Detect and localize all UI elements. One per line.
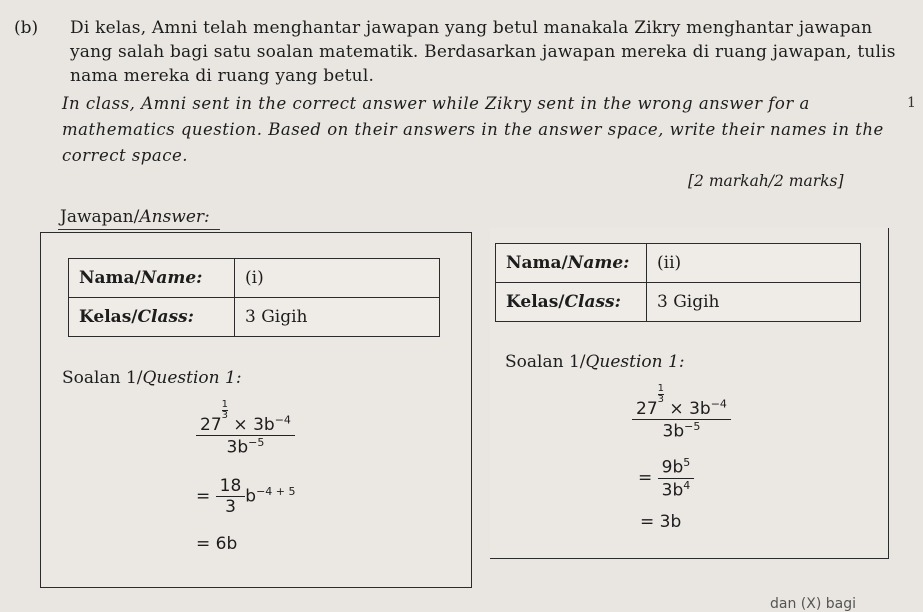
part-label: (b) bbox=[14, 18, 39, 38]
question-1-label-right: Soalan 1/Question 1: bbox=[505, 352, 685, 372]
student-info-table-left bbox=[68, 258, 440, 337]
class-label: Kelas/Class: bbox=[69, 298, 235, 337]
answer-label: Jawapan/Answer: bbox=[60, 207, 210, 227]
answer-underline bbox=[58, 229, 220, 230]
working-step-3-left: = 6b bbox=[196, 534, 238, 554]
marks-allocation: [2 markah/2 marks] bbox=[688, 172, 844, 190]
class-label: Kelas/Class: bbox=[496, 283, 647, 322]
working-step-1-left: 27 $\frac{1}{3}$ × $3b^{-4}$ $3b^{-5}$ bbox=[196, 400, 295, 458]
working-step-3-right: = 3b bbox=[640, 512, 682, 532]
name-label: Nama/Name: bbox=[496, 244, 647, 283]
class-value: 3 Gigih bbox=[235, 298, 440, 337]
question-english-line-3: correct space. bbox=[62, 146, 188, 165]
name-answer-field[interactable]: (i) bbox=[235, 259, 440, 298]
working-step-2-left: = $\frac{18}{3}$ $b^{-4 + 5}$ bbox=[196, 476, 296, 517]
name-label: Nama/Name: bbox=[69, 259, 235, 298]
question-english-line-2: mathematics question. Based on their answers in the answer space, write their names in the bbox=[62, 120, 884, 139]
student-info-table-right bbox=[495, 243, 861, 322]
working-step-2-right: = $\frac{9b^5}{3b^4}$ bbox=[638, 456, 694, 500]
question-malay-line-3: nama mereka di ruang yang betul. bbox=[70, 66, 375, 86]
question-1-label-left: Soalan 1/Question 1: bbox=[62, 368, 242, 388]
class-value: 3 Gigih bbox=[647, 283, 861, 322]
margin-mark: 1 bbox=[907, 95, 916, 111]
name-answer-field[interactable]: (ii) bbox=[647, 244, 861, 283]
question-malay-line-1: Di kelas, Amni telah menghantar jawapan yang betul manakala Zikry menghantar jawapan bbox=[70, 18, 873, 38]
cutoff-text: dan (X) bagi bbox=[770, 596, 856, 612]
working-step-1-right: 27 $\frac{1}{3}$ × $3b^{-4}$ $3b^{-5}$ bbox=[632, 384, 731, 442]
question-malay-line-2: yang salah bagi satu soalan matematik. Berdasarkan jawapan mereka di ruang jawapan, tulis bbox=[70, 42, 896, 62]
question-english-line-1: In class, Amni sent in the correct answer while Zikry sent in the wrong answer for a bbox=[62, 94, 810, 113]
